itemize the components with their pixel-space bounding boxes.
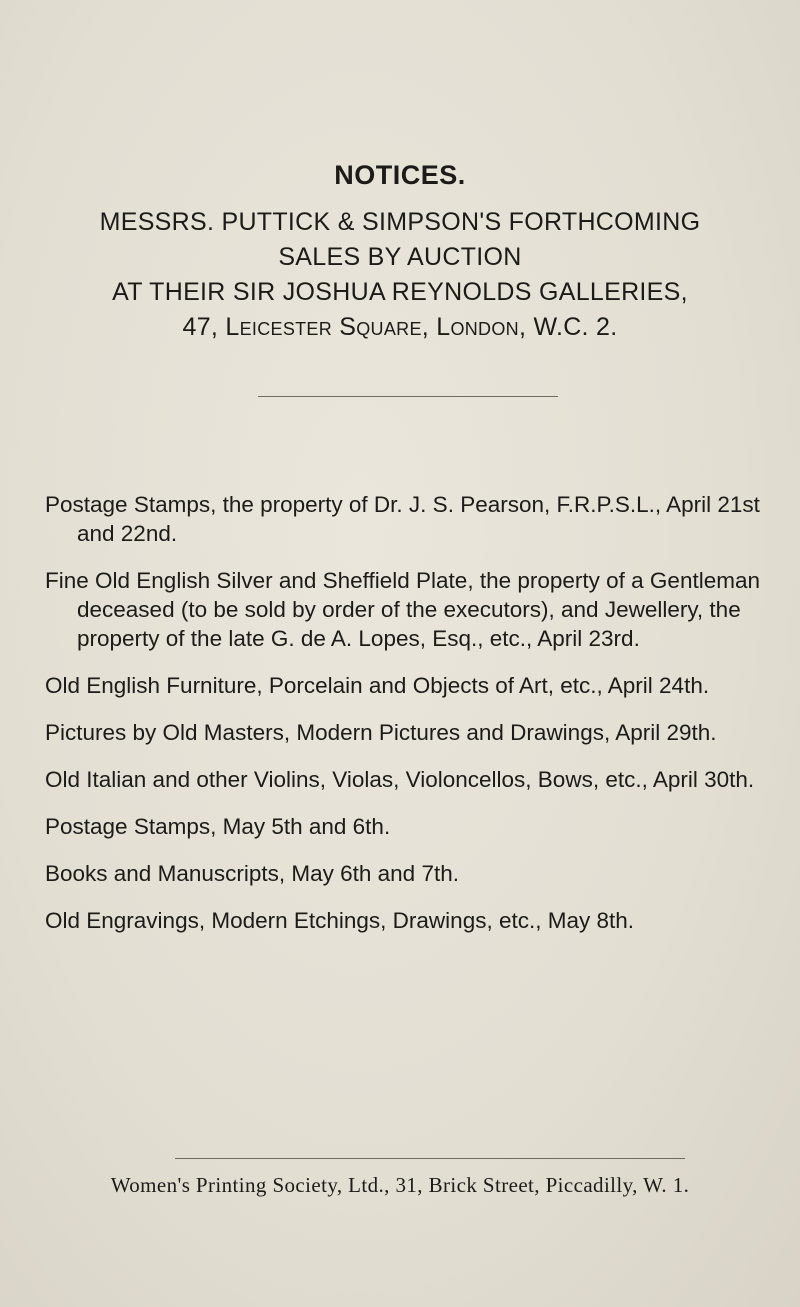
sale-item: Pictures by Old Masters, Modern Pictures and Drawings, April 29th. — [45, 720, 717, 745]
header-line-address: 47, Leicester Square, London, W.C. 2. — [182, 313, 618, 341]
page-title: NOTICES. — [334, 160, 466, 190]
sale-item: Postage Stamps, the property of Dr. J. S. Pearson, F.R.P.S.L., April 21st and 22nd. — [45, 492, 760, 546]
sale-item: Postage Stamps, May 5th and 6th. — [45, 814, 391, 839]
sale-item: Fine Old English Silver and Sheffield Plate, the property of a Gentleman deceased (to be sold by order of the executors), and Jewellery, the property of the late G. de A. Lopes, Esq., etc., April 23rd. — [45, 568, 760, 651]
sale-item: Books and Manuscripts, May 6th and 7th. — [45, 861, 459, 886]
printer-imprint: Women's Printing Society, Ltd., 31, Brick Street, Piccadilly, W. 1. — [110, 1173, 690, 1197]
divider-top — [258, 396, 558, 397]
sale-item: Old Italian and other Violins, Violas, Violoncellos, Bows, etc., April 30th. — [45, 767, 755, 792]
auction-header — [0, 205, 800, 345]
sale-item: Old English Furniture, Porcelain and Objects of Art, etc., April 24th. — [45, 673, 710, 698]
sale-item: Old Engravings, Modern Etchings, Drawings, etc., May 8th. — [45, 908, 635, 933]
header-line-2: SALES BY AUCTION — [278, 243, 522, 271]
sales-list — [45, 490, 785, 953]
header-line-1: MESSRS. PUTTICK & SIMPSON'S FORTHCOMING — [99, 208, 701, 236]
header-line-3: AT THEIR SIR JOSHUA REYNOLDS GALLERIES, — [112, 278, 688, 306]
divider-bottom — [175, 1158, 685, 1159]
